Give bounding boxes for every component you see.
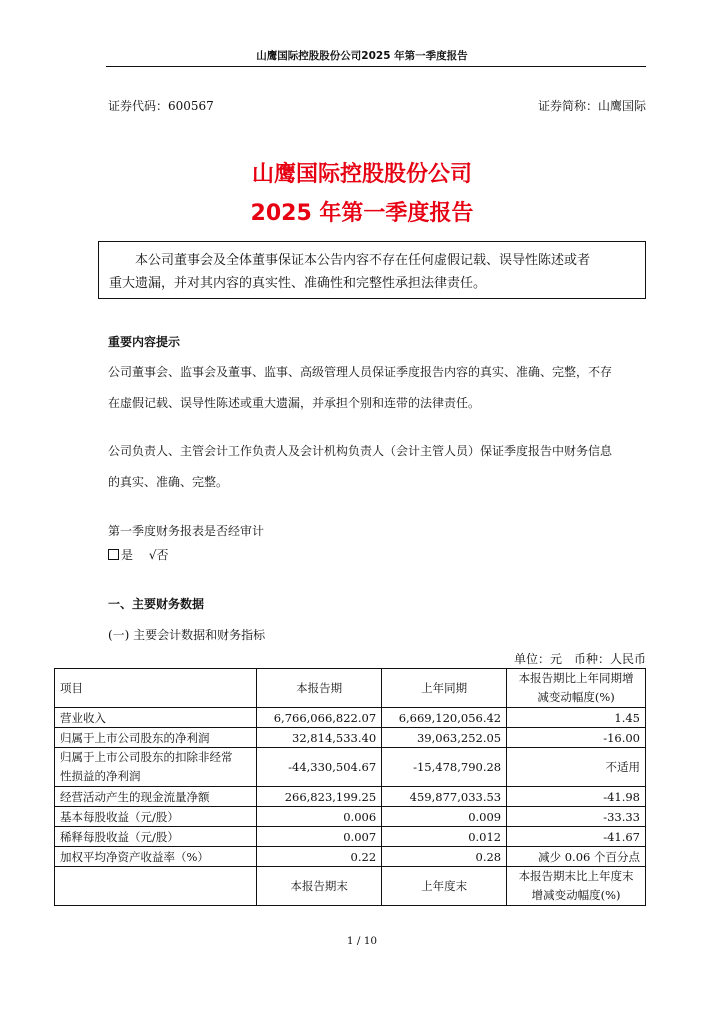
row-item-line-2: 性损益的净利润: [60, 769, 141, 783]
table-row: [55, 728, 646, 748]
paragraph-2-line-2: 的真实、准确、完整。: [108, 475, 229, 489]
row-prior: 459,877,033.53: [382, 787, 507, 807]
audit-answer: [108, 546, 169, 563]
row-item: 加权平均净资产收益率（%）: [55, 847, 257, 867]
page-number: 1 / 10: [346, 935, 378, 947]
audit-question: 第一季度财务报表是否经审计: [108, 524, 265, 538]
row-item: 归属于上市公司股东的净利润: [55, 728, 257, 748]
page-header-title: 山鹰国际控股股份公司2025 年第一季度报告: [256, 50, 468, 62]
board-guarantee-notice: [98, 241, 646, 299]
row-change: 减少 0.06 个百分点: [507, 847, 646, 867]
header-current-period: 本报告期: [257, 669, 382, 708]
section-main-financial-data: 一、主要财务数据: [108, 597, 205, 611]
notice-line-2: 重大遗漏，并对其内容的真实性、准确性和完整性承担法律责任。: [109, 276, 487, 291]
row-current: -44,330,504.67: [257, 748, 382, 787]
subheader-change: [507, 867, 646, 906]
audit-yes-label: 是: [121, 548, 134, 562]
row-change: -16.00: [507, 728, 646, 748]
checkbox-icon: [108, 549, 119, 560]
table-row: [55, 827, 646, 847]
report-period-title: 2025 年第一季度报告: [250, 201, 474, 226]
paragraph-1-line-2: 在虚假记载、误导性陈述或重大遗漏，并承担个别和连带的法律责任。: [108, 396, 481, 410]
row-prior: 6,669,120,056.42: [382, 708, 507, 728]
table-row: [55, 748, 646, 787]
table-subheader-row: [55, 867, 646, 906]
subheader-empty: [55, 867, 257, 906]
row-current: 6,766,066,822.07: [257, 708, 382, 728]
row-item: 经营活动产生的现金流量净额: [55, 787, 257, 807]
row-change: -41.67: [507, 827, 646, 847]
important-paragraph-1: [108, 357, 648, 419]
subheader-change-line-2: 增减变动幅度(%): [531, 888, 621, 902]
subheader-prior-year-end: 上年度末: [382, 867, 507, 906]
header-change-line-2: 减变动幅度(%): [537, 690, 615, 704]
currency-unit: 单位：元 币种：人民币: [513, 652, 646, 666]
row-change: -33.33: [507, 807, 646, 827]
table-header-row: [55, 669, 646, 708]
important-paragraph-2: [108, 436, 648, 498]
row-prior: 39,063,252.05: [382, 728, 507, 748]
row-current: 0.006: [257, 807, 382, 827]
row-current: 32,814,533.40: [257, 728, 382, 748]
subheader-change-line-1: 本报告期末比上年度末: [518, 869, 634, 883]
row-prior: -15,478,790.28: [382, 748, 507, 787]
row-item: 基本每股收益（元/股）: [55, 807, 257, 827]
paragraph-2-line-1: 公司负责人、主管会计工作负责人及会计机构负责人（会计主管人员）保证季度报告中财务信息: [108, 444, 613, 458]
row-item: 营业收入: [55, 708, 257, 728]
header-divider: [106, 66, 646, 67]
row-prior: 0.009: [382, 807, 507, 827]
row-prior: 0.012: [382, 827, 507, 847]
row-item: 稀释每股收益（元/股）: [55, 827, 257, 847]
table-row: [55, 847, 646, 867]
row-current: 0.007: [257, 827, 382, 847]
paragraph-1-line-1: 公司董事会、监事会及董事、监事、高级管理人员保证季度报告内容的真实、准确、完整，不存: [108, 365, 613, 379]
stock-abbreviation: 证券简称：山鹰国际: [537, 99, 646, 113]
row-prior: 0.28: [382, 847, 507, 867]
subheader-period-end: 本报告期末: [257, 867, 382, 906]
notice-line-1: 本公司董事会及全体董事保证本公告内容不存在任何虚假记载、误导性陈述或者: [135, 253, 591, 268]
stock-code: 证券代码：600567: [108, 99, 214, 113]
row-item-line-1: 归属于上市公司股东的扣除非经常: [60, 750, 233, 764]
subsection-accounting-data: (一) 主要会计数据和财务指标: [108, 628, 266, 642]
audit-no-label: √否: [148, 548, 169, 562]
row-current: 266,823,199.25: [257, 787, 382, 807]
row-item: [55, 748, 257, 787]
financial-data-table: [54, 668, 646, 906]
header-item: 项目: [55, 669, 257, 708]
table-row: [55, 807, 646, 827]
table-row: [55, 708, 646, 728]
row-current: 0.22: [257, 847, 382, 867]
header-change-line-1: 本报告期比上年同期增: [518, 671, 634, 685]
report-company-title: 山鹰国际控股股份公司: [251, 162, 472, 187]
header-prior-period: 上年同期: [382, 669, 507, 708]
row-change: 不适用: [507, 748, 646, 787]
header-change: [507, 669, 646, 708]
row-change: -41.98: [507, 787, 646, 807]
table-row: [55, 787, 646, 807]
important-heading: 重要内容提示: [108, 335, 181, 349]
row-change: 1.45: [507, 708, 646, 728]
